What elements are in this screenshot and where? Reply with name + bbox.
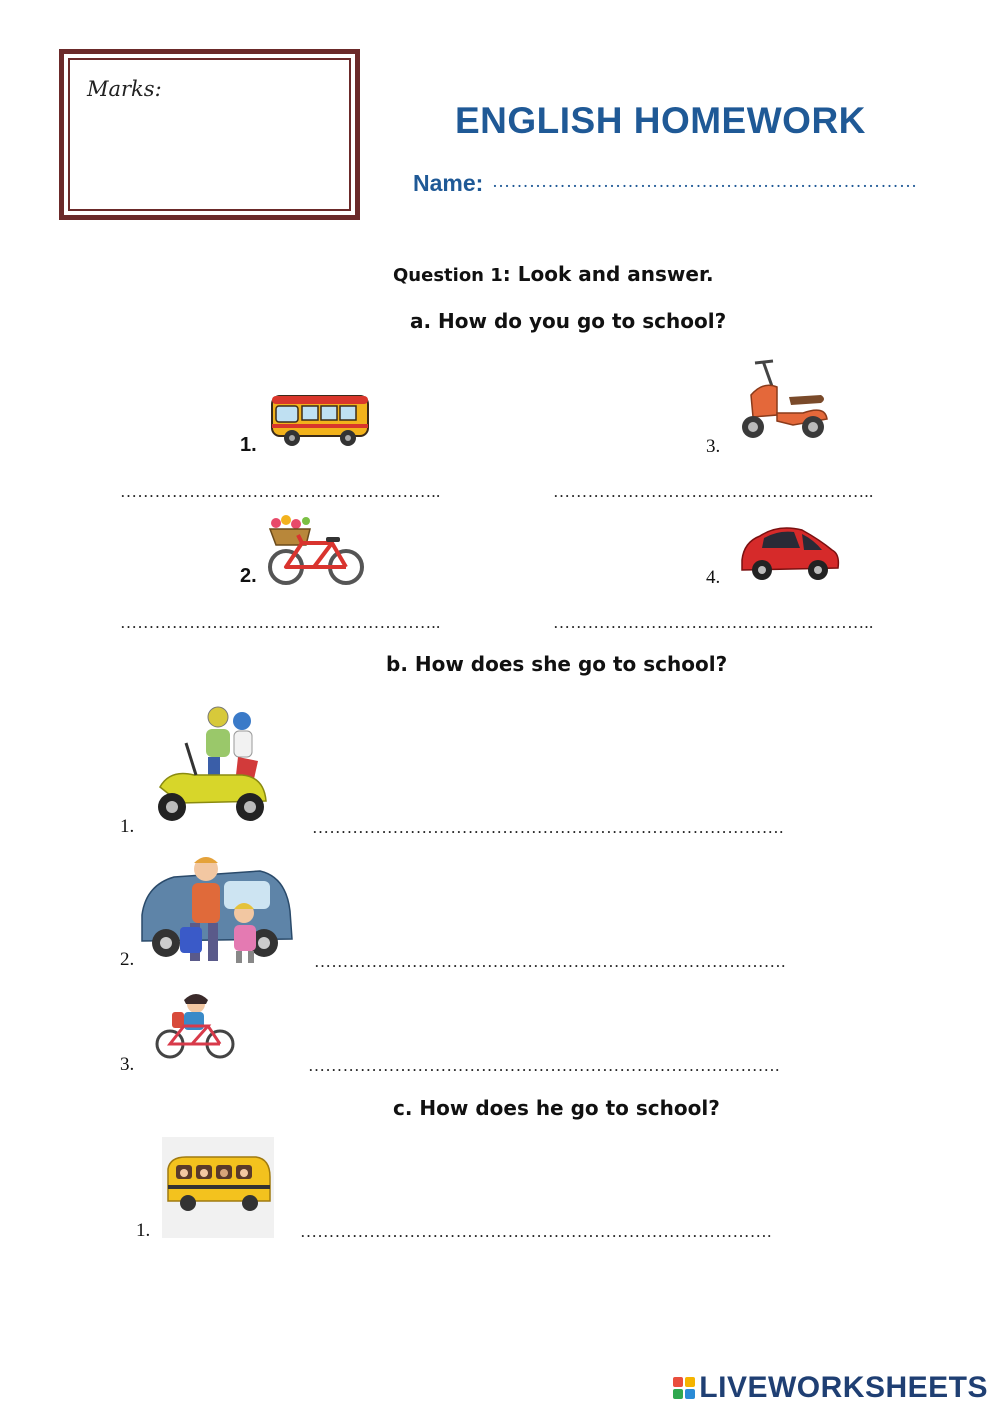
school-bus-icon xyxy=(162,1137,274,1238)
motorbike-riders-icon xyxy=(150,703,280,827)
girl-cycling-icon xyxy=(154,992,238,1060)
marks-label: Marks: xyxy=(87,77,162,101)
part-b-heading: b. How does she go to school? xyxy=(386,652,728,676)
part-a-item-4-answer[interactable]: ……………………………………………….. xyxy=(553,613,874,632)
part-b-item-2-number: 2. xyxy=(120,949,135,970)
part-a-item-2-answer[interactable]: ……………………………………………….. xyxy=(120,613,441,632)
bicycle-icon xyxy=(266,515,366,587)
part-a-item-1-answer[interactable]: ……………………………………………….. xyxy=(120,482,441,501)
bus-icon xyxy=(268,390,372,450)
part-b-item-1-answer[interactable]: ………………………………………………………………………. xyxy=(312,818,784,837)
part-c-item-1-answer[interactable]: ………………………………………………………………………. xyxy=(300,1222,772,1241)
part-b-item-3-answer[interactable]: ………………………………………………………………………. xyxy=(308,1056,780,1075)
brand-text: LIVEWORKSHEETS xyxy=(699,1371,988,1404)
name-field[interactable]: …………………………………………………………… xyxy=(492,171,918,191)
family-car-icon xyxy=(140,855,294,967)
part-b-item-2-answer[interactable]: ………………………………………………………………………. xyxy=(314,952,786,971)
part-a-heading: a. How do you go to school? xyxy=(410,309,727,333)
car-icon xyxy=(738,520,842,586)
part-c-item-1-number: 1. xyxy=(136,1220,151,1241)
part-b-item-1-number: 1. xyxy=(120,816,135,837)
question-1-title xyxy=(393,262,714,286)
name-label: Name: xyxy=(413,170,484,196)
part-a-item-2-number: 2. xyxy=(240,565,257,587)
page-title: ENGLISH HOMEWORK xyxy=(455,100,866,141)
question-1-text: : Look and answer. xyxy=(502,262,714,286)
part-b-item-3-number: 3. xyxy=(120,1054,135,1075)
part-a-item-3-answer[interactable]: ……………………………………………….. xyxy=(553,482,874,501)
part-a-item-4-number: 4. xyxy=(706,567,721,588)
part-c-heading: c. How does he go to school? xyxy=(393,1096,720,1120)
liveworksheets-logo xyxy=(673,1371,988,1405)
part-a-item-1-number: 1. xyxy=(240,434,257,456)
part-a-item-3-number: 3. xyxy=(706,436,721,457)
marks-box xyxy=(59,49,360,220)
liveworksheets-icon xyxy=(673,1377,695,1399)
scooter-icon xyxy=(733,355,833,441)
question-1-prefix: Question 1 xyxy=(393,265,503,286)
